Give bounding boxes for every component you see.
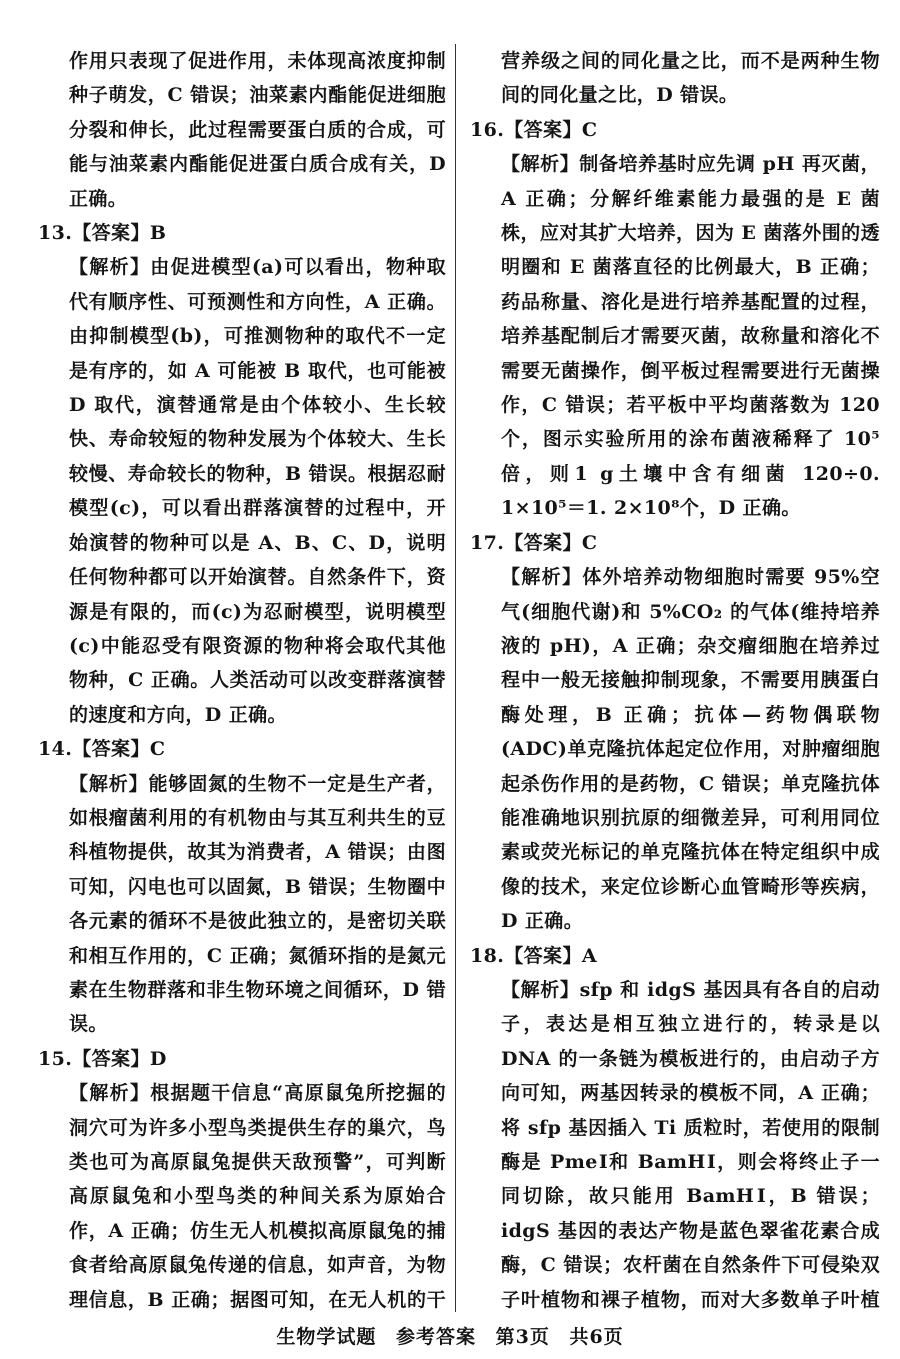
q14-analysis: 【解析】能够固氮的生物不一定是生产者，如根瘤菌利用的有机物由与其互利共生的豆科植物提供，故其为消费者，A 错误；由图可知，闪电也可以固氮，B 错误；生物圈中各元素的循环不是彼此独立的，是密切关联和相互作用的，C 正确；氮循环指的是氮元素在生物群落和非生物环境之间循环，D 错误。 [69, 772, 446, 1036]
q14-answer: 14.【答案】C [38, 738, 166, 761]
footer-type: 参考答案 [395, 1326, 476, 1348]
left-column [38, 44, 446, 1312]
q16-answer: 16.【答案】C [470, 118, 598, 141]
q17-analysis: 【解析】体外培养动物细胞时需要 95%空气(细胞代谢)和 5%CO₂ 的气体(维持培养液的 pH)，A 正确；杂交瘤细胞在培养过程中一般无接触抑制现象，不需要用胰蛋白酶处理，B 正确；抗体—药物偶联物(ADC)单克隆抗体起定位作用，对肿瘤细胞起杀伤作用的是药物，C 错误；单克隆抗体能准确地识别抗原的细微差异，可利用同位素或荧光标记的单克隆抗体在特定组织中成像的技术，来定位诊断心血管畸形等疾病，D 正确。 [501, 566, 880, 933]
q12-continuation: 作用只表现了促进作用，未体现高浓度抑制种子萌发，C 错误；油菜素内酯能促进细胞分裂和伸长，此过程需要蛋白质的合成，可能与油菜素内酯能促进蛋白质合成有关，D 正确。 [69, 50, 446, 210]
column-divider [455, 44, 456, 1312]
q18-answer: 18.【答案】A [470, 944, 597, 967]
q17-answer: 17.【答案】C [470, 531, 598, 554]
q13-analysis: 【解析】由促进模型(a)可以看出，物种取代有顺序性、可预测性和方向性，A 正确。由抑制模型(b)，可推测物种的取代不一定是有序的，如 A 可能被 B 取代，也可能被 D 取代，演替通常是由个体较小、生长较快、寿命较短的物种发展为个体较大、生长较慢、寿命较长的物种，B 错误。根据忍耐模型(c)，可以看出群落演替的过程中，开始演替的物种可以是 A、B、C、D，说明任何物种都可以开始演替。自然条件下，资源是有限的，而(c)为忍耐模型，说明模型(c)中能忍受有限资源的物种将会取代其他物种，C 正确。人类活动可以改变群落演替的速度和方向，D 正确。 [69, 256, 446, 726]
footer-page: 第3页 [495, 1326, 550, 1348]
right-column [470, 44, 880, 1312]
q16-analysis: 【解析】制备培养基时应先调 pH 再灭菌，A 正确；分解纤维素能力最强的是 E 菌株，应对其扩大培养，因为 E 菌落外围的透明圈和 E 菌落直径的比例最大，B 正确；药品称量、溶化是进行培养基配置的过程，培养基配制后才需要灭菌，故称量和溶化不需要无菌操作，倒平板过程需要进行无菌操作，C 错误；若平板中平均菌落数为 120 个，图示实验所用的涂布菌液稀释了 10⁵倍，则1 g土壤中含有细菌 120÷0. 1×10⁵＝1. 2×10⁸个，D 正确。 [501, 153, 880, 520]
q18-analysis: 【解析】sfp 和 idgS 基因具有各自的启动子，表达是相互独立进行的，转录是以 DNA 的一条链为模板进行的，由启动子方向可知，两基因转录的模板不同，A 正确；将 sfp 基因插入 Ti 质粒时，若使用的限制酶是 PmeⅠ和 BamHⅠ，则会将终止子一同切除，故只能用 BamHⅠ，B 错误；idgS 基因的表达产物是蓝色翠雀花素合成酶，C 错误；农杆菌在自然条件下可侵染双子叶植物和裸子植物，而对大多数单子叶植 [501, 978, 880, 1311]
q15-answer: 15.【答案】D [38, 1047, 167, 1070]
page-footer [0, 1322, 900, 1349]
footer-subject: 生物学试题 [276, 1326, 377, 1348]
q15-analysis: 【解析】根据题干信息“高原鼠兔所挖掘的洞穴可为许多小型鸟类提供生存的巢穴，鸟类也可为高原鼠兔提供天敌预警”，可判断高原鼠兔和小型鸟类的种间关系为原始合作，A 正确；仿生无人机模拟高原鼠兔的捕食者给高原鼠兔传递的信息，如声音，为物理信息，B 正确；据图可知，在无人机的干 [69, 1082, 446, 1311]
q13-answer: 13.【答案】B [38, 222, 167, 245]
footer-total: 共6页 [569, 1326, 624, 1348]
q15-continuation: 营养级之间的同化量之比，而不是两种生物间的同化量之比，D 错误。 [501, 50, 880, 107]
